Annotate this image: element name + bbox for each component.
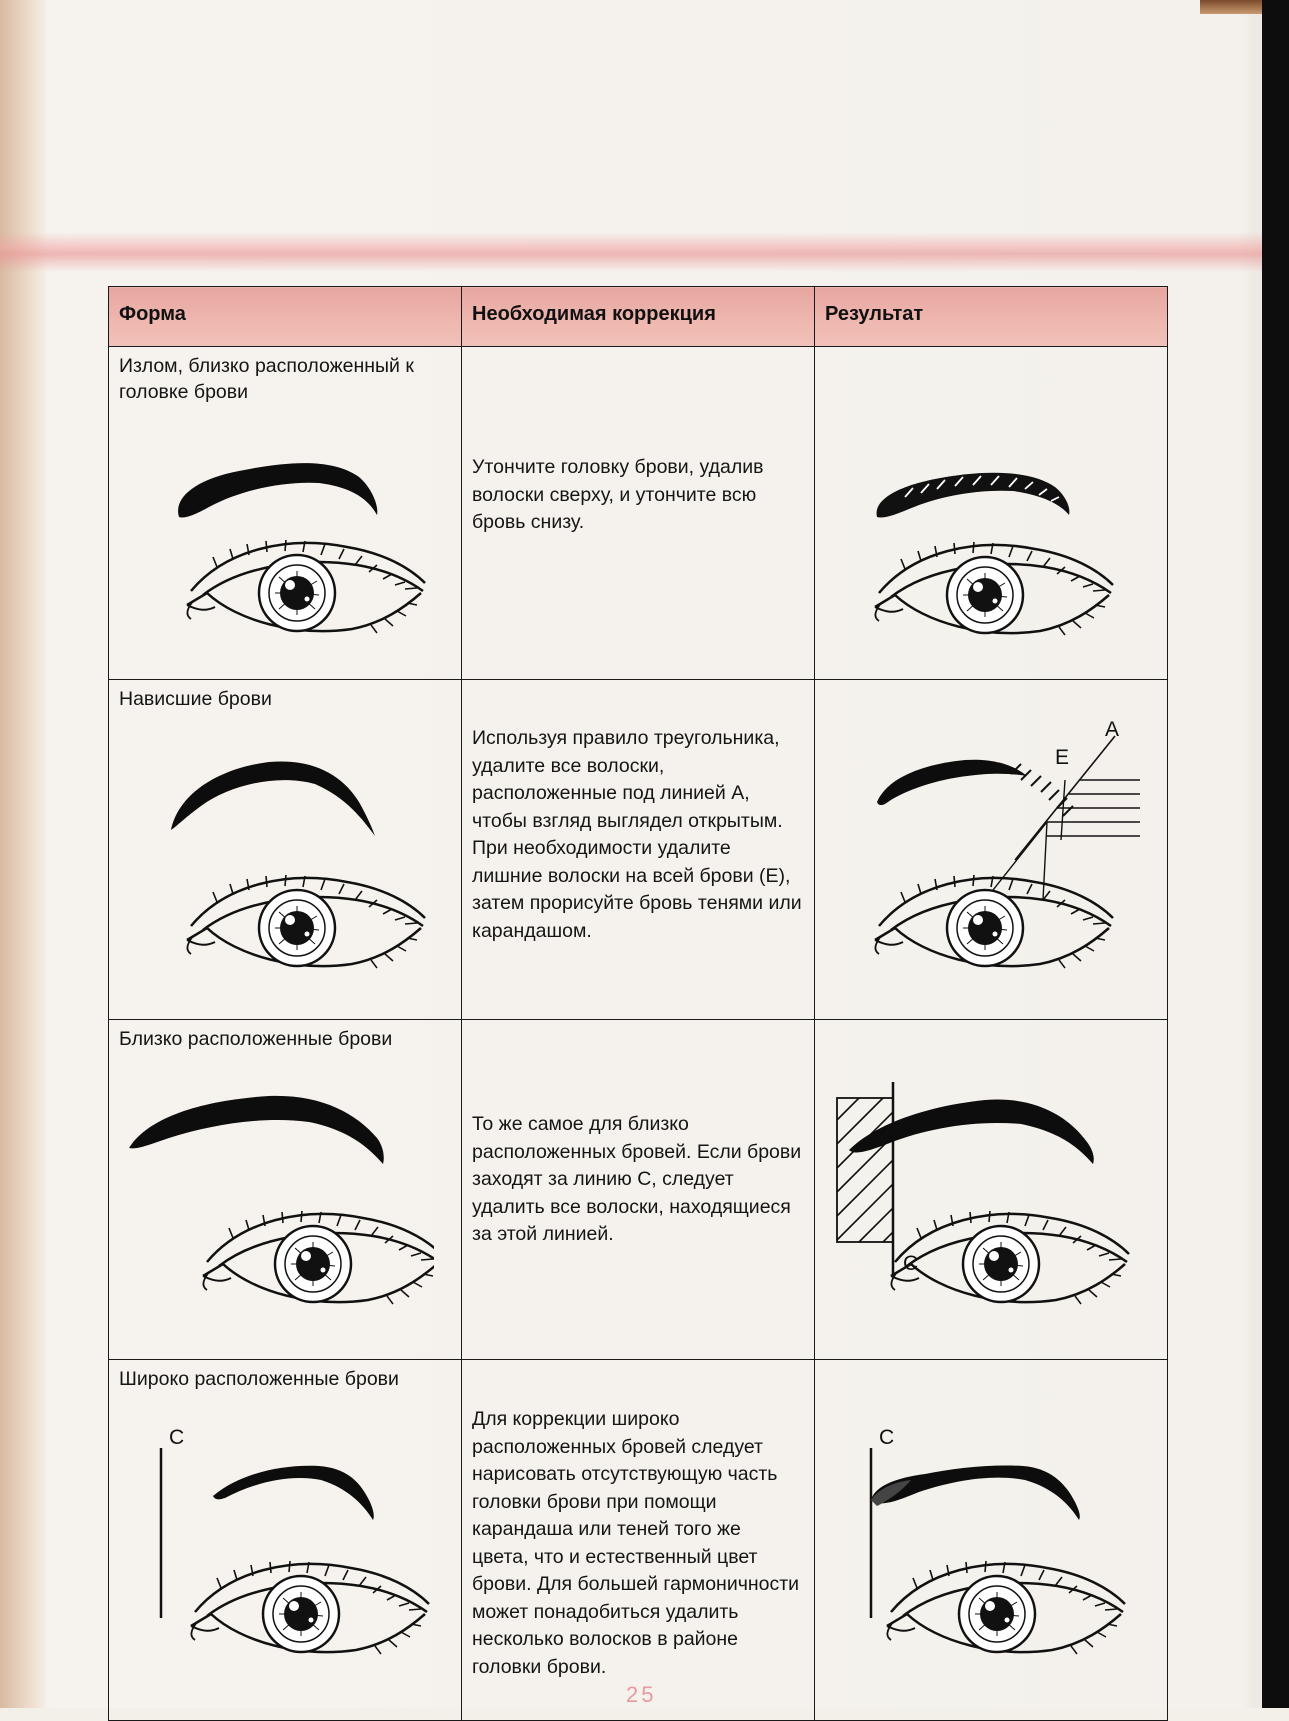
eyebrow-shape-corrected <box>871 1465 1080 1520</box>
header-result: Результат <box>815 287 1168 347</box>
label-c: С <box>903 1252 919 1275</box>
triangle-guide-lines <box>1047 780 1140 836</box>
eyebrow-shape-corrected <box>877 760 1027 805</box>
eyebrow-shape <box>178 463 377 517</box>
page-number: 25 <box>626 1682 657 1707</box>
correction-text: Утончите головку брови, удалив волоски сверху, и утончите всю бровь снизу. <box>472 456 764 533</box>
table-row <box>109 347 1168 680</box>
label-a: А <box>1105 718 1120 741</box>
correction-text: То же самое для близко расположенных бровей. Если брови заходят за линию С, следует удалить все волоски, находящиеся за этой линией. <box>472 1113 802 1245</box>
eye-illustration-result <box>815 347 1140 679</box>
label-e: Е <box>1055 746 1070 769</box>
table-row <box>109 1020 1168 1360</box>
shape-cell <box>109 1360 462 1721</box>
eyebrow-shape <box>213 1466 374 1520</box>
eye-illustration-result <box>815 680 1140 1019</box>
eye-illustration <box>109 680 434 1019</box>
eyebrow-shape <box>171 761 375 836</box>
correction-cell <box>462 347 815 680</box>
shape-name: Широко расположенные брови <box>119 1368 399 1390</box>
top-corner-mark <box>1200 0 1262 14</box>
eye-illustration-result <box>815 1360 1140 1720</box>
table-row <box>109 1360 1168 1721</box>
shape-cell <box>109 347 462 680</box>
eye-illustration <box>109 347 434 679</box>
shape-name: Близко расположенные брови <box>119 1028 393 1050</box>
shape-name: Нависшие брови <box>119 688 272 710</box>
result-cell <box>815 347 1168 680</box>
shape-name: Излом, близко расположенный к головке брови <box>119 355 414 403</box>
eyebrow-correction-table <box>108 286 1168 1721</box>
correction-text: Используя правило треугольника, удалите все волоски, расположенные под линией А, чтобы взгляд выглядел открытым. При необходимости удалите лишние волоски на всей брови (Е), затем прорисуйте бровь тенями или карандашом. <box>472 727 802 942</box>
pink-header-rule <box>0 232 1262 272</box>
eye-illustration <box>109 1020 434 1359</box>
eyebrow-shape <box>129 1096 384 1164</box>
label-c: С <box>169 1426 185 1449</box>
shape-cell <box>109 680 462 1020</box>
right-dark-strip <box>1262 0 1289 1708</box>
header-correction: Необходимая коррекция <box>462 287 815 347</box>
shape-cell <box>109 1020 462 1360</box>
table-row <box>109 680 1168 1020</box>
correction-cell <box>462 1020 815 1360</box>
result-cell <box>815 1020 1168 1360</box>
correction-text: Для коррекции широко расположенных бровей следует нарисовать отсутствующую часть головки брови при помощи карандаша или теней того же цвета, что и естественный цвет брови. Для большей гармоничности может понадобиться удалить несколько волосков в районе головки брови. <box>472 1408 800 1678</box>
result-cell <box>815 1360 1168 1721</box>
eye-illustration-result <box>815 1020 1140 1359</box>
result-cell <box>815 680 1168 1020</box>
eyebrow-shape-corrected <box>877 473 1070 518</box>
eyebrow-shape-corrected <box>849 1099 1094 1164</box>
eye-illustration <box>109 1360 434 1720</box>
correction-cell <box>462 1360 815 1721</box>
table-header-row <box>109 287 1168 347</box>
header-shape: Форма <box>109 287 462 347</box>
hatching-lines <box>837 1098 893 1242</box>
correction-cell <box>462 680 815 1020</box>
label-c: С <box>879 1426 895 1449</box>
